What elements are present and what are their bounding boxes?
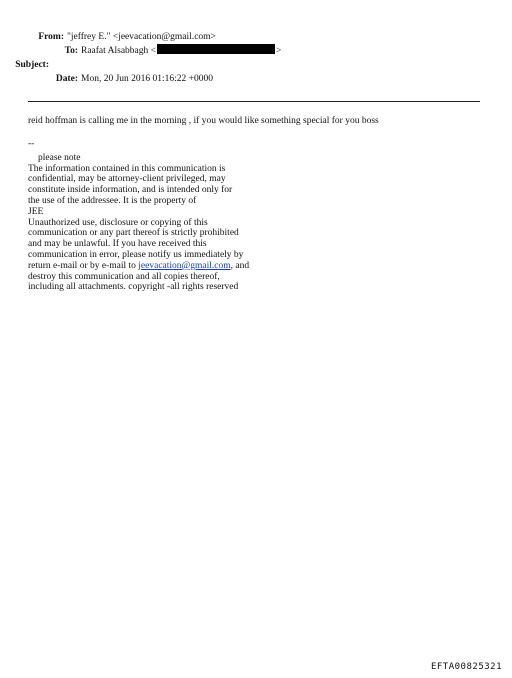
subject-label: Subject: — [15, 60, 49, 70]
to-value-prefix: Raafat Alsabbagh < — [81, 46, 157, 56]
email-body-text: reid hoffman is calling me in the morning , if you would like something special for you boss — [28, 116, 379, 126]
disclaimer-line: confidential, may be attorney-client privileged, may — [28, 174, 226, 185]
disclaimer-notify-line — [28, 261, 249, 272]
disclaimer-line: communication or any part thereof is strictly prohibited — [28, 228, 239, 239]
header-subject-row — [0, 58, 512, 72]
notify-prefix: return e-mail or by e-mail to — [28, 260, 139, 271]
email-signature — [28, 139, 249, 293]
disclaimer-line: including all attachments. copyright -all rights reserved — [28, 282, 239, 293]
header-from-row — [0, 30, 512, 44]
from-value: "jeffrey E." <jeevacation@gmail.com> — [67, 32, 216, 42]
to-label: To: — [64, 46, 78, 56]
disclaimer-line: constitute inside information, and is intended only for — [28, 185, 233, 196]
disclaimer-line: Unauthorized use, disclosure or copying of this — [28, 217, 208, 228]
to-value — [81, 44, 281, 58]
notify-suffix: , and — [230, 260, 250, 271]
email-link[interactable]: jeevacation@gmail.com — [138, 260, 231, 271]
to-value-suffix: > — [276, 46, 282, 56]
date-value: Mon, 20 Jun 2016 01:16:22 +0000 — [81, 74, 214, 84]
header-date-row — [0, 72, 512, 86]
redaction-box — [157, 44, 275, 54]
disclaimer-line: and may be unlawful. If you have received this — [28, 239, 207, 250]
date-label: Date: — [55, 74, 78, 84]
document-id: EFTA00825321 — [430, 662, 502, 672]
disclaimer-line: communication in error, please notify us immediately by — [28, 249, 244, 260]
signature-note: please note — [38, 152, 81, 163]
header-to-row — [0, 44, 512, 58]
disclaimer-line: destroy this communication and all copies thereof, — [28, 271, 220, 282]
disclaimer-line: the use of the addressee. It is the property of — [28, 195, 197, 206]
from-label: From: — [38, 32, 64, 42]
email-header — [0, 30, 512, 86]
disclaimer-line: The information contained in this communication is — [28, 163, 226, 174]
header-divider — [28, 101, 480, 102]
disclaimer-line: JEE — [28, 206, 44, 217]
signature-dash: -- — [28, 139, 35, 149]
